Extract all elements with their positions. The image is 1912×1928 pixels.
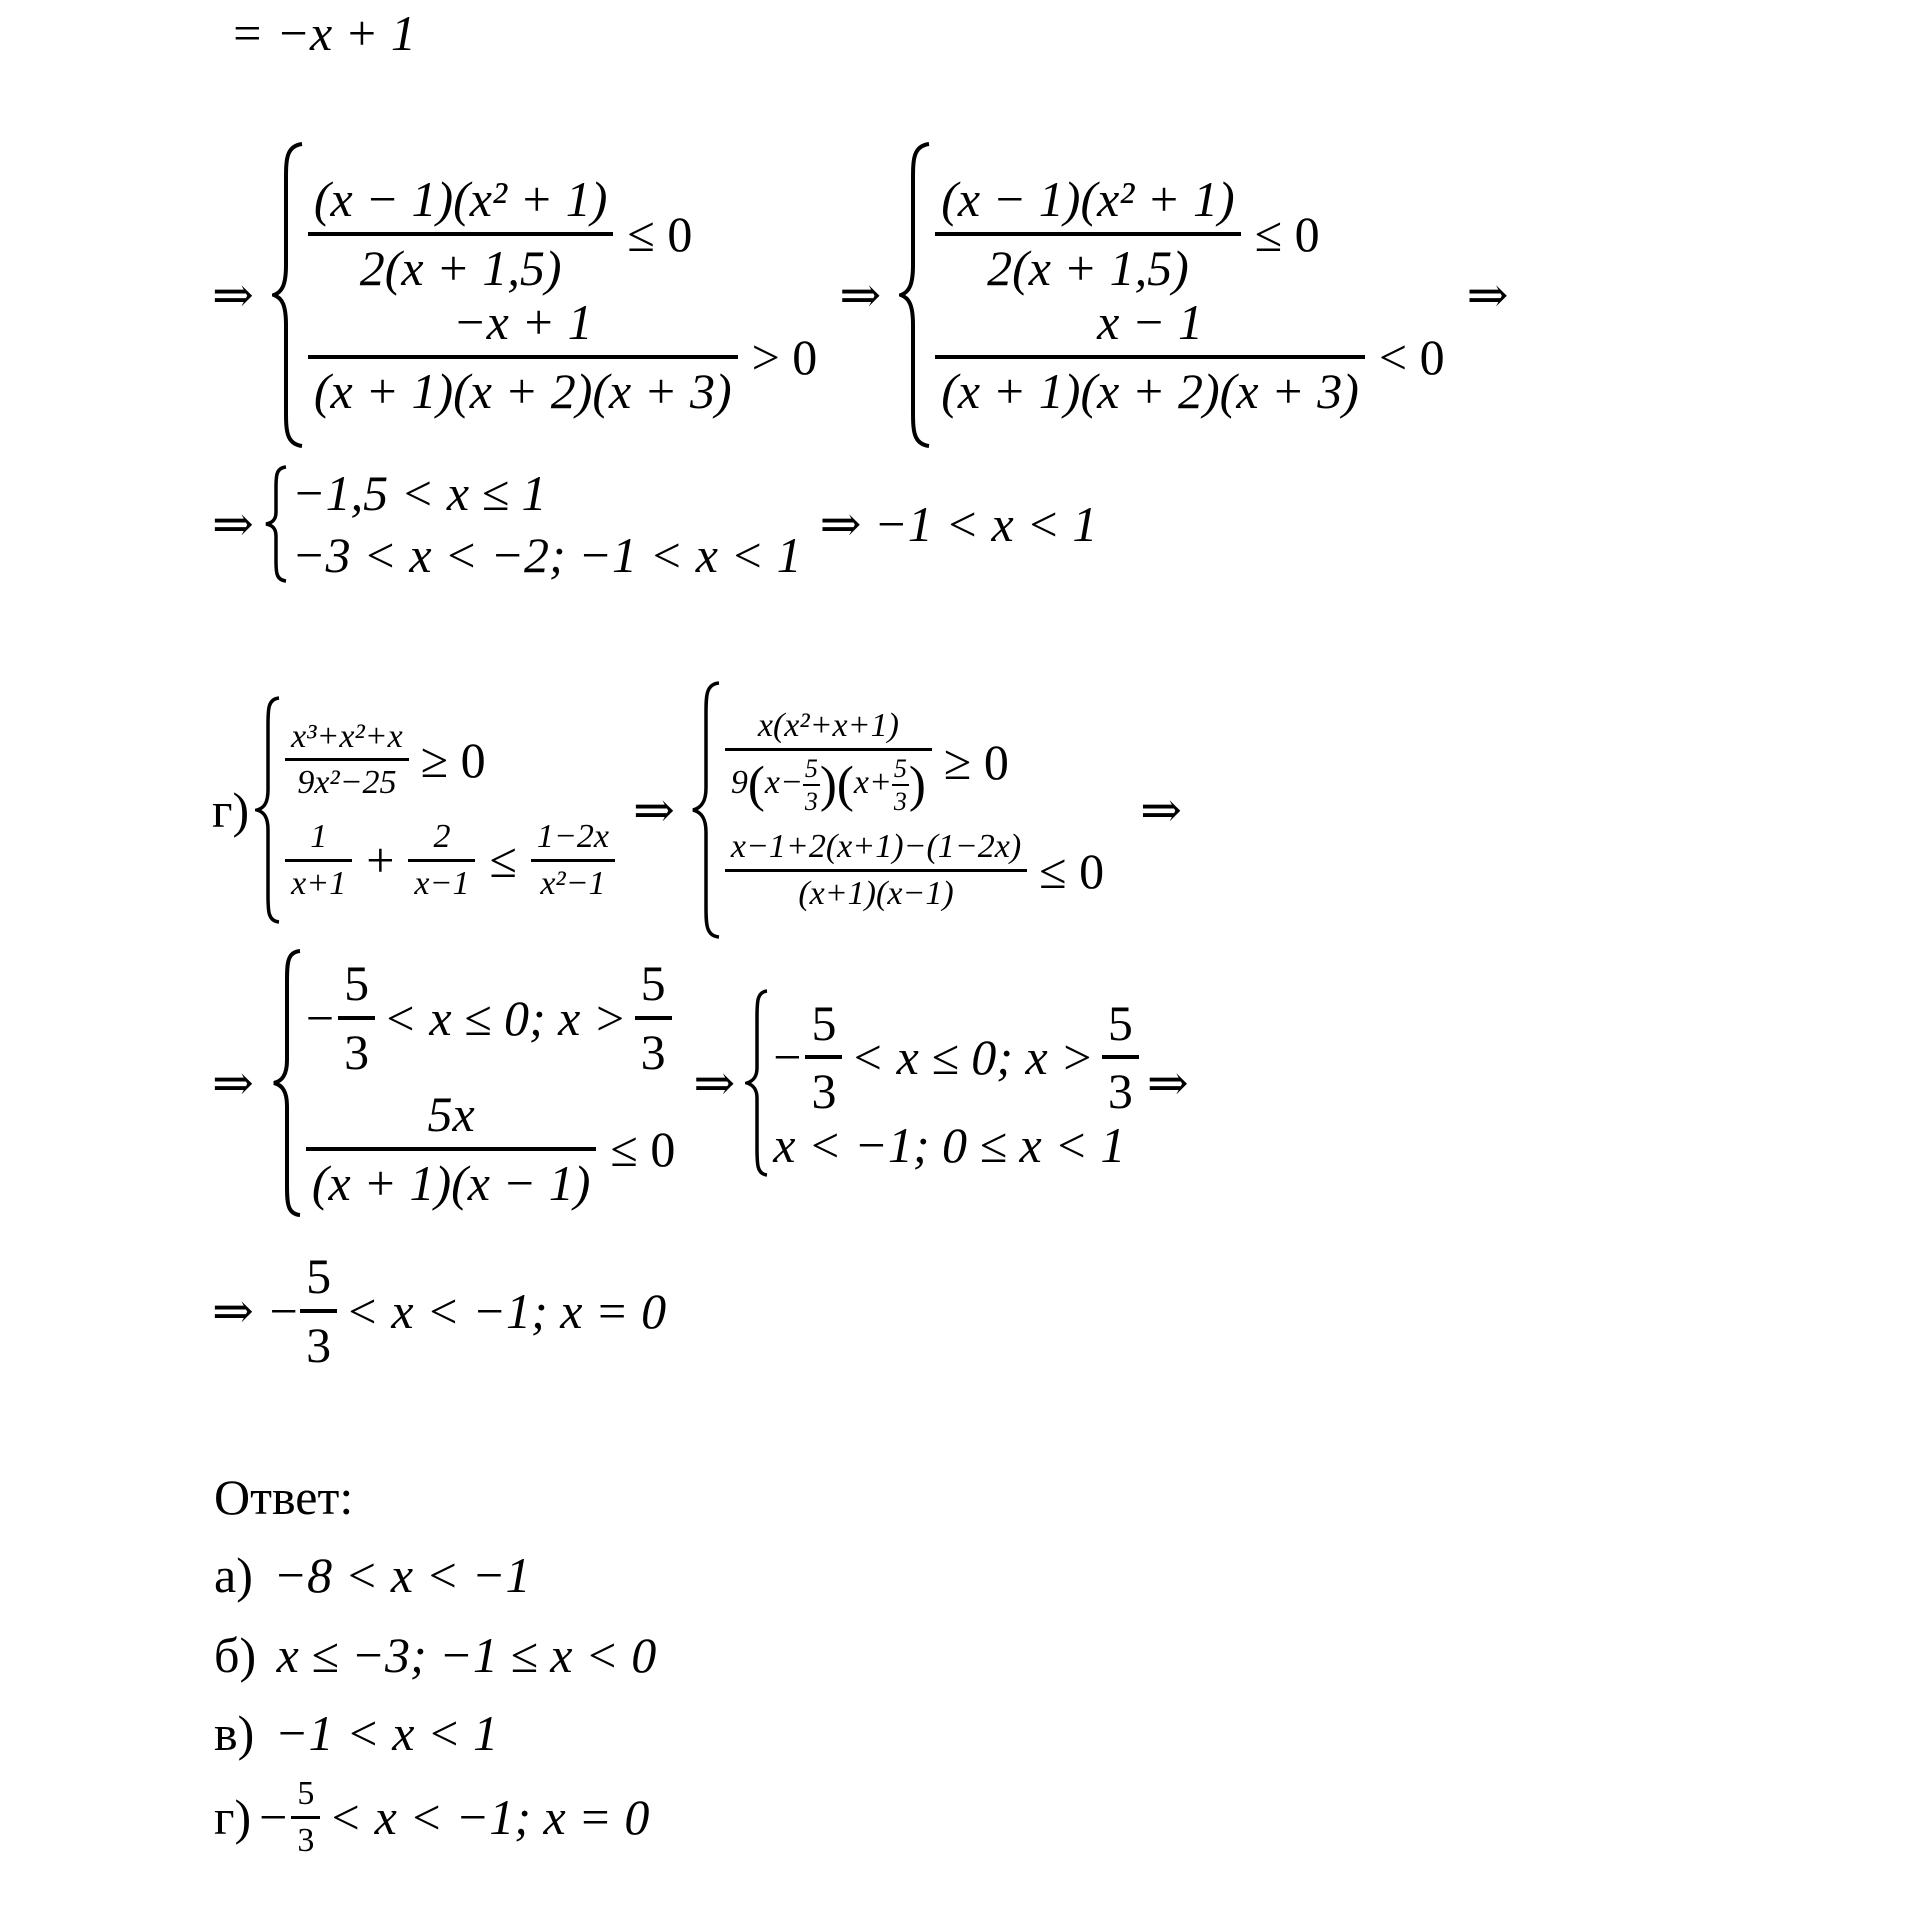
answer-expression: < x < −1; x = 0	[328, 1789, 650, 1846]
system-1-rows	[308, 173, 817, 417]
fraction: $\frac{5}{3}$	[291, 1776, 320, 1858]
system-g-1-row-2	[285, 819, 615, 901]
fraction: $\frac{x-1+2(x+1)-(1-2x)}{(x+1)(x-1)}$	[725, 829, 1027, 911]
fraction: $\frac{5}{3}$	[805, 997, 842, 1118]
answer-label: а)	[214, 1547, 253, 1603]
fraction: $\frac{5}{3}$	[300, 1250, 337, 1371]
line-1	[230, 5, 416, 61]
system-4-2-rows	[773, 994, 1139, 1173]
answer-label: б)	[214, 1627, 257, 1683]
answer-a	[214, 1547, 531, 1603]
fraction: $\frac{\text{x³+x²+x}}{\text{9x²−25}}$	[285, 719, 409, 801]
fraction: $\frac{5}{3}$	[804, 753, 818, 817]
fraction: $\frac{5}{3}$	[338, 957, 375, 1078]
inequality-1: −1,5 < x ≤ 1	[291, 465, 547, 521]
inequality: x < −1; 0 ≤ x < 1	[773, 1116, 1126, 1173]
block-1-row	[212, 140, 1509, 450]
implies-arrow: ⇒	[212, 267, 254, 323]
block-4	[212, 948, 1189, 1218]
block-g-row	[212, 680, 1182, 940]
system-2-rows	[935, 173, 1444, 417]
curly-brace-icon	[745, 988, 769, 1178]
curly-brace-icon	[691, 680, 721, 940]
answer-expression: x ≤ −3; −1 ≤ x < 0	[276, 1627, 657, 1683]
inequality: < x ≤ 0; x >	[383, 989, 627, 1046]
system-g-1	[255, 695, 615, 925]
minus-sign: −	[259, 1789, 288, 1846]
block-1	[212, 140, 1509, 450]
block-4-row	[212, 948, 1189, 1218]
block-5	[212, 1250, 666, 1371]
system-g-2-row-2	[725, 829, 1104, 911]
curly-brace-icon	[899, 140, 931, 450]
curly-brace-icon	[272, 140, 304, 450]
system-4-2-row-1	[773, 994, 1139, 1119]
less-equal-sign: ≤	[489, 832, 517, 889]
answer-v	[214, 1705, 499, 1761]
block-2-row	[212, 464, 1097, 584]
fraction: $\frac{5}{3}$	[1102, 997, 1139, 1118]
relation: ≤ 0	[1254, 205, 1320, 262]
relation: ≥ 0	[420, 731, 486, 788]
curly-brace-icon	[255, 695, 281, 925]
prefix: ⇒ −	[212, 1282, 301, 1339]
system-4-2-row-2	[773, 1116, 1139, 1173]
fraction: $\frac{x - 1}{(x + 1)(x + 2)(x + 3)}$	[935, 296, 1365, 417]
denominator: 9(x− $\frac{5}{3}$ )(x+ $\frac{5}{3}$ )	[730, 753, 926, 817]
system-1-row-2	[308, 296, 817, 417]
answer-expression: −8 < x < −1	[273, 1547, 531, 1603]
implies-arrow: ⇒	[212, 496, 254, 552]
answer-g	[214, 1776, 649, 1858]
fraction: $\frac{2}{x-1}$	[408, 819, 475, 901]
system-4-1-rows	[306, 957, 675, 1209]
curly-brace-icon	[272, 948, 302, 1218]
inequality-2: −3 < x < −2; −1 < x < 1	[291, 527, 802, 583]
relation: ≤ 0	[627, 205, 693, 262]
system-2	[899, 140, 1444, 450]
relation: ≤ 0	[1039, 842, 1105, 899]
answer-g-row	[214, 1776, 649, 1858]
system-4-1-row-1	[306, 957, 675, 1078]
system-1	[272, 140, 817, 450]
system-2-row-1	[935, 173, 1444, 294]
fraction: $\frac{\text{(x − 1)(x² + 1)}}{2(x + 1,5)}$	[935, 173, 1240, 294]
relation: > 0	[751, 328, 818, 385]
minus-sign: −	[773, 1029, 802, 1085]
result: ⇒ −1 < x < 1	[819, 496, 1098, 552]
answer-title: Ответ:	[214, 1469, 354, 1525]
answer-label: в)	[214, 1705, 255, 1761]
fraction: $\frac{5}{3}$	[893, 753, 907, 817]
system-4-1	[272, 948, 675, 1218]
implies-arrow: ⇒	[1146, 1055, 1189, 1111]
system-g-2	[691, 680, 1104, 940]
fraction: $\frac{\text{(x − 1)(x² + 1)}}{2(x + 1,5)}$	[308, 173, 613, 294]
system-g-2-rows	[725, 708, 1104, 912]
system-2-row-2	[935, 296, 1444, 417]
inequality: < x < −1; x = 0	[345, 1282, 667, 1339]
system-4-1-row-2	[306, 1088, 675, 1209]
inequality: < x ≤ 0; x >	[850, 1029, 1094, 1085]
system-1-row-1	[308, 173, 817, 294]
curly-brace-icon	[264, 464, 288, 584]
fraction: $\frac{-x + 1}{(x + 1)(x + 2)(x + 3)}$	[308, 296, 738, 417]
system-g-2-row-1	[725, 708, 1104, 815]
plus-sign: +	[366, 832, 395, 889]
implies-arrow: ⇒	[212, 1055, 254, 1111]
implies-arrow: ⇒	[632, 782, 675, 838]
block-2	[212, 464, 1097, 584]
fraction: $\frac{5x}{(x + 1)(x - 1)}$	[306, 1088, 596, 1209]
answer-label: г)	[214, 1789, 252, 1846]
relation: ≤ 0	[610, 1120, 676, 1177]
minus-sign: −	[305, 989, 335, 1046]
implies-arrow: ⇒	[1466, 267, 1509, 323]
implies-arrow: ⇒	[693, 1055, 736, 1111]
answer-expression: −1 < x < 1	[274, 1705, 499, 1761]
fraction: $\frac{1}{x+1}$	[285, 819, 352, 901]
answer-b	[214, 1627, 657, 1683]
system-g-1-rows	[285, 719, 615, 902]
part-label: г)	[212, 782, 250, 838]
system-4-2	[745, 988, 1139, 1178]
relation: < 0	[1378, 328, 1445, 385]
block-2-rows	[291, 465, 802, 583]
fraction: $\frac{5}{3}$	[635, 957, 672, 1078]
implies-arrow: ⇒	[839, 267, 882, 323]
block-g	[212, 680, 1182, 940]
implies-arrow: ⇒	[1140, 782, 1183, 838]
block-5-row	[212, 1250, 666, 1371]
system-g-1-row-1	[285, 719, 615, 801]
relation: ≥ 0	[943, 733, 1009, 790]
expression: = −x + 1	[230, 5, 416, 61]
fraction: x(x²+x+1) 9(x− $\frac{5}{3}$ )(x+ $\frac{5}{3}$ )	[725, 708, 932, 815]
fraction: $\frac{1-2x}{\text{x²−1}}$	[531, 819, 615, 901]
